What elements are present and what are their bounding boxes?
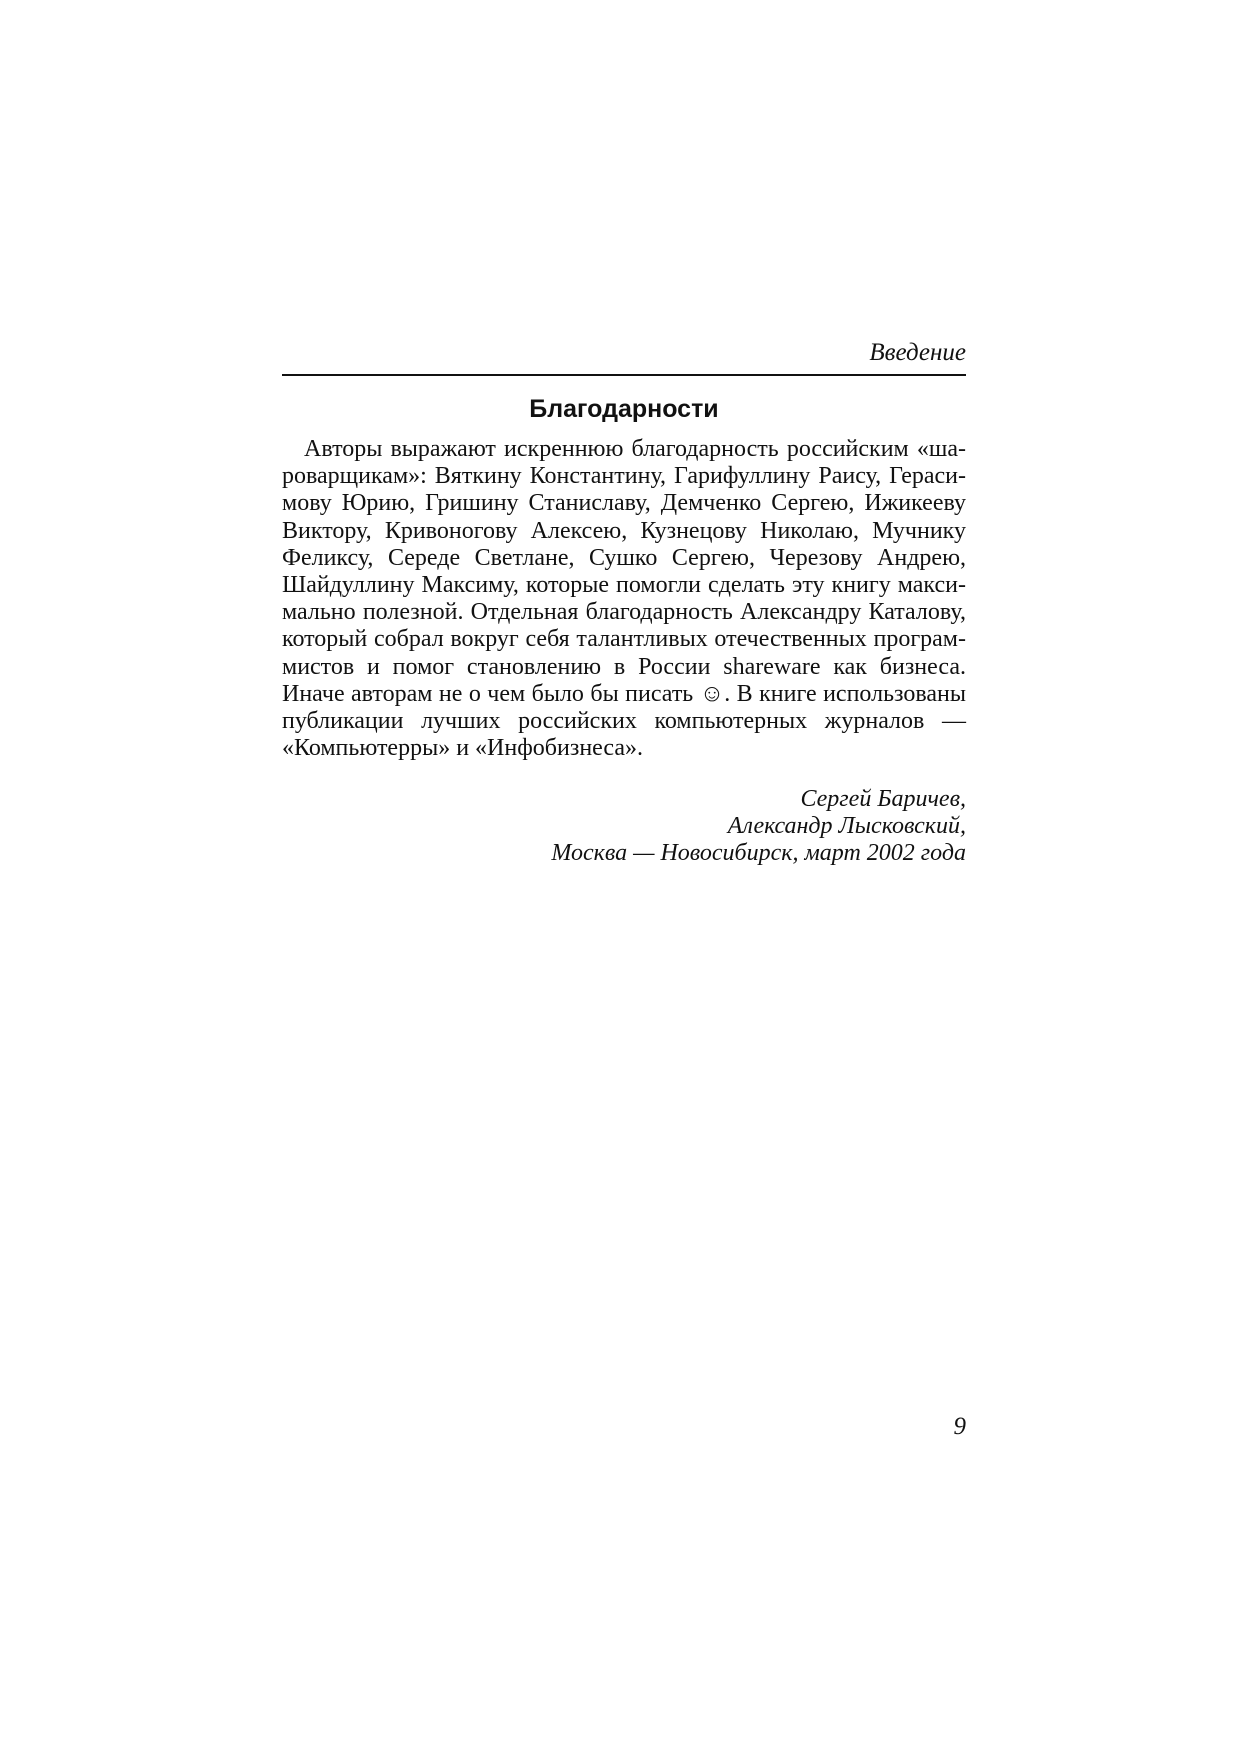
section-title: Благодарности (529, 395, 719, 423)
page-number: 9 (953, 1413, 966, 1440)
signature-author-1: Сергей Баричев, (800, 786, 966, 813)
signature-place-date: Москва — Новосибирск, март 2002 года (551, 840, 966, 867)
signature-author-2: Александр Лысковский, (727, 813, 966, 840)
signature-block (282, 786, 966, 867)
header-rule (282, 374, 966, 376)
running-header: Введение (869, 339, 966, 366)
acknowledgements-paragraph: Авторы выражают искреннюю благодарность российским «шароварщикам»: Вяткину Константину, Гарифуллину Раису, Герасимову Юрию, Гришину Станиславу, Демченко Сергею, Ижикееву Виктору, Кривоногову Алексею, Кузнецову Николаю, Мучнику Феликсу, Середе Светлане, Сушко Сергею, Черезову Андрею, Шайдуллину Максиму, которые помогли сделать эту книгу максимально полезной. Отдельная благодарность Александру Каталову, который собрал вокруг себя талантливых отечественных программистов и помог становлению в России shareware как бизнеса. Иначе авторам не о чем было бы писать ☺. В книге использованы публикации лучших российских компьютерных журналов — «Компьютерры» и «Инфобизнеса». (282, 436, 966, 762)
page-content (282, 338, 966, 867)
